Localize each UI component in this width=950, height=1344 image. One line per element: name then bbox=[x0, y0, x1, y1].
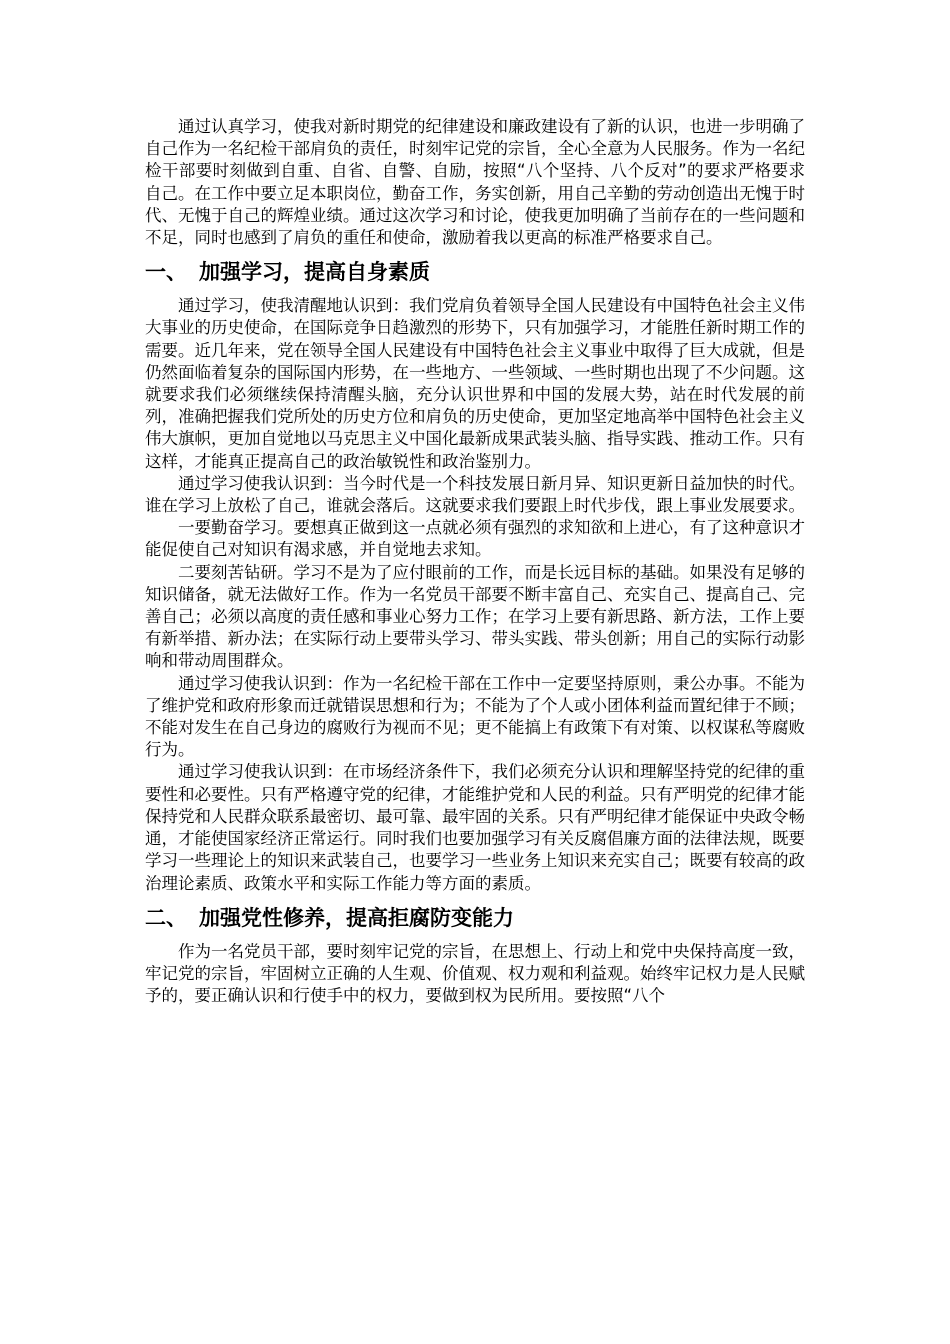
section-number: 二、 bbox=[145, 905, 187, 930]
body-paragraph: 通过学习使我认识到：作为一名纪检干部在工作中一定要坚持原则，秉公办事。不能为了维护党和政府形象而迁就错误思想和行为；不能为了个人或小团体利益而置纪律于不顾；不能对发生在自己身边的腐败行为视而不见；更不能搞上有政策下有对策、以权谋私等腐败行为。 bbox=[145, 673, 805, 760]
body-paragraph: 作为一名党员干部，要时刻牢记党的宗旨，在思想上、行动上和党中央保持高度一致，牢记党的宗旨，牢固树立正确的人生观、价值观、权力观和利益观。始终牢记权力是人民赋予的，要正确认识和行使手中的权力，要做到权为民所用。要按照“八个 bbox=[145, 941, 805, 1006]
section-heading-2 bbox=[145, 903, 805, 933]
body-paragraph: 通过学习使我认识到：在市场经济条件下，我们必须充分认识和理解坚持党的纪律的重要性和必要性。只有严格遵守党的纪律，才能维护党和人民的利益。只有严明党的纪律才能保持党和人民群众联系最密切、最可靠、最牢固的关系。只有严明纪律才能保证中央政令畅通，才能使国家经济正常运行。同时我们也要加强学习有关反腐倡廉方面的法律法规，既要学习一些理论上的知识来武装自己，也要学习一些业务上知识来充实自己；既要有较高的政治理论素质、政策水平和实际工作能力等方面的素质。 bbox=[145, 762, 805, 893]
body-paragraph: 通过学习，使我清醒地认识到：我们党肩负着领导全国人民建设有中国特色社会主义伟大事业的历史使命，在国际竞争日趋激烈的形势下，只有加强学习，才能胜任新时期工作的需要。近几年来，党在领导全国人民建设有中国特色社会主义事业中取得了巨大成就，但是仍然面临着复杂的国际国内形势，在一些地方、一些领域、一些时期也出现了不少问题。这就要求我们必须继续保持清醒头脑，充分认识世界和中国的发展大势，站在时代发展的前列，准确把握我们党所处的历史方位和肩负的历史使命，更加坚定地高举中国特色社会主义伟大旗帜，更加自觉地以马克思主义中国化最新成果武装头脑、指导实践、推动工作。只有这样，才能真正提高自己的政治敏锐性和政治鉴别力。 bbox=[145, 296, 805, 471]
section-title: 加强党性修养，提高拒腐防变能力 bbox=[199, 905, 514, 930]
section-number: 一、 bbox=[145, 260, 187, 285]
section-title: 加强学习，提高自身素质 bbox=[199, 260, 430, 285]
body-paragraph: 一要勤奋学习。要想真正做到这一点就必须有强烈的求知欲和上进心，有了这种意识才能促使自己对知识有渴求感，并自觉地去求知。 bbox=[145, 518, 805, 560]
section-heading-1 bbox=[145, 257, 805, 287]
intro-paragraph: 通过认真学习，使我对新时期党的纪律建设和廉政建设有了新的认识，也进一步明确了自己作为一名纪检干部肩负的责任，时刻牢记党的宗旨，全心全意为人民服务。作为一名纪检干部要时刻做到自重、自省、自警、自励，按照“八个坚持、八个反对”的要求严格要求自己。在工作中要立足本职岗位，勤奋工作，务实创新，用自己辛勤的劳动创造出无愧于时代、无愧于自己的辉煌业绩。通过这次学习和讨论，使我更加明确了当前存在的一些问题和不足，同时也感到了肩负的重任和使命，激励着我以更高的标准严格要求自己。 bbox=[145, 117, 805, 248]
body-paragraph: 通过学习使我认识到：当今时代是一个科技发展日新月异、知识更新日益加快的时代。谁在学习上放松了自己，谁就会落后。这就要求我们要跟上时代步伐，跟上事业发展要求。 bbox=[145, 473, 805, 516]
body-paragraph: 二要刻苦钻研。学习不是为了应付眼前的工作，而是长远目标的基础。如果没有足够的知识储备，就无法做好工作。作为一名党员干部要不断丰富自己、充实自己、提高自己、完善自己；必须以高度的责任感和事业心努力工作；在学习上要有新思路、新方法，工作上要有新举措、新办法；在实际行动上要带头学习、带头实践、带头创新；用自己的实际行动影响和带动周围群众。 bbox=[145, 562, 805, 671]
document-body bbox=[145, 116, 805, 1007]
